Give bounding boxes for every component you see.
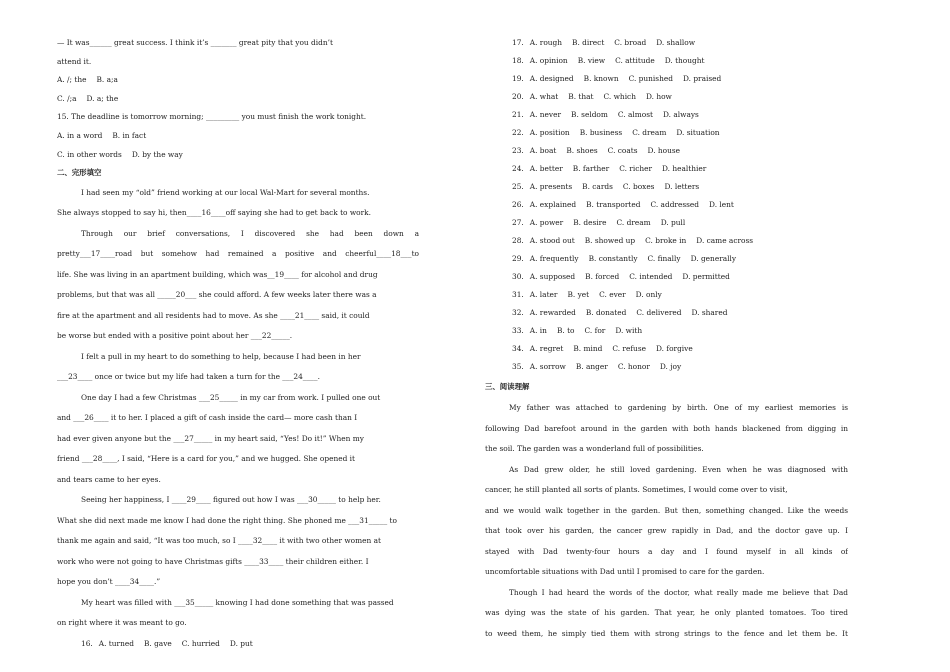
q15-option-d: D. by the way — [131, 149, 183, 159]
option-c: C. richer — [619, 164, 653, 173]
option-d: D. permitted — [682, 272, 730, 281]
option-row — [512, 160, 848, 178]
option-c: C. almost — [617, 110, 653, 119]
passage-line: She always stopped to say hi, then____16____off saying she had to get back to work. — [57, 208, 371, 218]
option-a: A. later — [529, 290, 558, 299]
passage-line: I had seen my “old” friend working at our local Wal-Mart for several months. — [81, 187, 370, 197]
option-b: B. yet — [567, 290, 590, 299]
option-c: C. punished — [628, 74, 673, 83]
option-c: C. for — [584, 326, 606, 335]
option-number: 34. — [512, 344, 524, 353]
option-row — [512, 304, 848, 322]
option-number: 28. — [512, 236, 524, 245]
option-a: A. in — [529, 326, 547, 335]
q15-option-a: A. in a word — [57, 130, 103, 140]
option-number: 32. — [512, 308, 524, 317]
q15-option-b: B. in fact — [112, 130, 147, 140]
reading-line: that took over his garden, the cancer grew rapidly in Dad, and the doctor gave up. I — [485, 526, 848, 535]
option-b: B. transported — [586, 200, 641, 209]
option-a: A. boat — [529, 146, 557, 155]
option-b: B. seldom — [571, 110, 608, 119]
option-c: C. coats — [607, 146, 638, 155]
option-row — [512, 70, 848, 88]
option-c: C. addressed — [650, 200, 700, 209]
reading-line: the soil. The garden was a wonderland full of possibilities. — [485, 444, 704, 453]
q16-options — [57, 634, 419, 655]
option-row — [512, 214, 848, 232]
option-d: D. praised — [682, 74, 722, 83]
q14-options-ab — [57, 71, 419, 90]
passage-line: Seeing her happiness, I ____29____ figured out how I was ___30_____ to help her. — [81, 495, 381, 505]
option-number: 31. — [512, 290, 524, 299]
reading-line: As Dad grew older, he still loved gardening. Even when he was diagnosed with — [509, 464, 848, 474]
option-a: A. regret — [529, 344, 564, 353]
option-a: A. rough — [529, 38, 563, 47]
option-b: B. desire — [573, 218, 607, 227]
option-row — [512, 232, 848, 250]
q15-options-cd — [57, 146, 419, 165]
reading-line: stayed with Dad twenty-four hours a day and I found myself in all kinds of — [485, 546, 848, 556]
option-a: A. better — [529, 164, 563, 173]
option-d: D. house — [647, 146, 681, 155]
q15-option-c: C. in other words — [57, 149, 122, 159]
q14-option-d: D. a; the — [86, 93, 119, 103]
option-number: 33. — [512, 326, 524, 335]
option-d: D. letters — [664, 182, 700, 191]
passage-line: Through our brief conversations, I discovered she had been down a — [81, 228, 419, 238]
option-row — [512, 88, 848, 106]
passage-line: hope you don’t ____34____.” — [57, 577, 161, 587]
passage-line: life. She was living in an apartment building, which was__19____ for alcohol and drug — [57, 269, 378, 279]
reading-line: to weed them, he simply tied them with strong strings to the fence and let them be. It — [485, 628, 848, 638]
option-a: A. power — [529, 218, 564, 227]
option-c: C. broke in — [645, 236, 687, 245]
option-number: 17. — [512, 38, 524, 47]
passage-line: I felt a pull in my heart to do something to help, because I had been in her — [81, 351, 361, 361]
option-b: B. donated — [585, 308, 627, 317]
option-row — [512, 106, 848, 124]
passage-line: What she did next made me know I had done the right thing. She phoned me ___31_____ to — [57, 515, 397, 525]
option-row — [512, 250, 848, 268]
option-d: D. healthier — [662, 164, 707, 173]
option-row — [512, 178, 848, 196]
option-b: B. shoes — [566, 146, 598, 155]
q14-option-a: A. /; the — [57, 75, 87, 85]
reading-line: My father was attached to gardening by birth. One of my earliest memories is — [509, 403, 848, 412]
q15-stem: 15. The deadline is tomorrow morning; _________ you must finish the work tonight. — [57, 112, 367, 122]
option-d: D. how — [645, 92, 672, 101]
option-c: C. dream — [632, 128, 667, 137]
option-c: C. refuse — [612, 344, 646, 353]
option-a: A. presents — [529, 182, 573, 191]
option-row — [512, 196, 848, 214]
q15-options-ab — [57, 127, 419, 146]
passage-line: pretty___17____road but somehow had remained a positive and cheerful____18___to — [57, 249, 419, 259]
option-d: D. always — [662, 110, 699, 119]
option-a: A. opinion — [529, 56, 568, 65]
section2-title: 二、完形填空 — [57, 168, 102, 178]
passage-line: and tears came to her eyes. — [57, 474, 161, 484]
passage-line: My heart was filled with ___35_____ knowing I had done something that was passed — [81, 597, 394, 607]
option-b: B. known — [583, 74, 619, 83]
option-row — [512, 52, 848, 70]
q16-option-d: D. put — [229, 638, 253, 648]
section3-title: 三、阅读理解 — [485, 382, 530, 391]
reading-passage — [485, 398, 848, 644]
option-c: C. intended — [629, 272, 673, 281]
option-a: A. rewarded — [529, 308, 576, 317]
option-a: A. never — [529, 110, 562, 119]
option-d: D. pull — [660, 218, 686, 227]
option-number: 25. — [512, 182, 524, 191]
option-row — [512, 268, 848, 286]
option-c: C. boxes — [622, 182, 655, 191]
q16-number: 16. — [81, 638, 93, 648]
option-number: 18. — [512, 56, 524, 65]
option-a: A. designed — [529, 74, 574, 83]
option-c: C. finally — [647, 254, 681, 263]
option-d: D. came across — [696, 236, 754, 245]
passage-line: work who were not going to have Christmas gifts ____33____ their children either. I — [57, 556, 369, 566]
option-b: B. direct — [572, 38, 605, 47]
q14-option-b: B. a;a — [96, 75, 118, 85]
option-b: B. business — [579, 128, 623, 137]
option-number: 35. — [512, 362, 524, 371]
option-row — [512, 322, 848, 340]
option-b: B. cards — [582, 182, 613, 191]
option-d: D. joy — [659, 362, 682, 371]
option-row — [512, 358, 848, 376]
right-column — [485, 34, 848, 644]
option-a: A. stood out — [529, 236, 575, 245]
option-row — [512, 124, 848, 142]
option-a: A. position — [529, 128, 570, 137]
option-b: B. anger — [575, 362, 608, 371]
option-a: A. sorrow — [529, 362, 566, 371]
option-number: 19. — [512, 74, 524, 83]
reading-line: was dying was the state of his garden. That year, he only planted tomatoes. Too tired — [485, 608, 848, 617]
option-number: 22. — [512, 128, 524, 137]
option-number: 21. — [512, 110, 524, 119]
option-d: D. forgive — [656, 344, 693, 353]
option-number: 24. — [512, 164, 524, 173]
option-b: B. to — [556, 326, 575, 335]
reading-line: cancer, he still planted all sorts of plants. Sometimes, I would come over to visit, — [485, 485, 788, 494]
option-d: D. generally — [690, 254, 737, 263]
passage-line: fire at the apartment and all residents had to move. As she ____21____ said, it could — [57, 310, 370, 320]
option-d: D. shared — [691, 308, 728, 317]
passage-line: One day I had a few Christmas ___25_____ in my car from work. I pulled one out — [81, 392, 381, 402]
option-d: D. shallow — [656, 38, 696, 47]
reading-line: uncomfortable situations with Dad until I promised to care for the garden. — [485, 567, 765, 576]
reading-line: Though I had heard the words of the doctor, what really made me believe that Dad — [509, 587, 848, 597]
option-c: C. broad — [614, 38, 647, 47]
option-d: D. lent — [709, 200, 734, 209]
passage-line: be worse but ended with a positive point about her ___22_____. — [57, 331, 293, 341]
left-column — [57, 34, 419, 654]
option-row — [512, 286, 848, 304]
option-number: 20. — [512, 92, 524, 101]
q14-line1: — It was______ great success. I think it’s _______ great pity that you didn’t — [57, 38, 333, 47]
option-d: D. with — [615, 326, 643, 335]
option-a: A. what — [529, 92, 559, 101]
passage-line: ___23____ once or twice but my life had taken a turn for the ___24____. — [57, 372, 320, 382]
option-row — [512, 142, 848, 160]
passage-line: thank me again and said, “It was too much, so I ____32____ it with two other women at — [57, 536, 381, 546]
reading-line: following Dad barefoot around in the garden with both hands blackened from digging in — [485, 423, 848, 433]
option-a: A. supposed — [529, 272, 576, 281]
q14-option-c: C. /;a — [57, 93, 77, 103]
option-d: D. thought — [664, 56, 705, 65]
cloze-passage — [57, 183, 419, 655]
option-b: B. that — [568, 92, 594, 101]
passage-line: friend ___28____, I said, “Here is a card for you,” and we hugged. She opened it — [57, 454, 356, 464]
option-c: C. ever — [599, 290, 626, 299]
option-number: 27. — [512, 218, 524, 227]
reading-line: and we would walk together in the garden. But then, something changed. Like the weeds — [485, 505, 848, 515]
q14-line2: attend it. — [57, 56, 92, 66]
passage-line: problems, but that was all _____20___ she could afford. A few weeks later there was a — [57, 290, 377, 300]
option-b: B. mind — [573, 344, 603, 353]
passage-line: and ___26____ it to her. I placed a gift of cash inside the card— more cash than I — [57, 413, 358, 423]
option-a: A. frequently — [529, 254, 579, 263]
option-number: 26. — [512, 200, 524, 209]
option-c: C. honor — [617, 362, 650, 371]
option-b: B. farther — [572, 164, 610, 173]
option-number: 29. — [512, 254, 524, 263]
option-number: 30. — [512, 272, 524, 281]
option-row — [512, 34, 848, 52]
option-d: D. situation — [676, 128, 720, 137]
cloze-options-list — [485, 34, 848, 376]
option-b: B. forced — [585, 272, 620, 281]
option-c: C. dream — [616, 218, 651, 227]
passage-line: had ever given anyone but the ___27_____ in my heart said, “Yes! Do it!” When my — [57, 433, 364, 443]
option-number: 23. — [512, 146, 524, 155]
option-b: B. constantly — [588, 254, 638, 263]
passage-line: on right where it was meant to go. — [57, 618, 187, 628]
q14-options-cd — [57, 90, 419, 109]
q16-option-b: B. gave — [143, 638, 172, 648]
q16-option-c: C. hurried — [181, 638, 220, 648]
option-row — [512, 340, 848, 358]
option-c: C. which — [603, 92, 636, 101]
option-b: B. view — [577, 56, 606, 65]
option-b: B. showed up — [584, 236, 636, 245]
option-d: D. only — [635, 290, 662, 299]
q16-option-a: A. turned — [98, 638, 134, 648]
option-a: A. explained — [529, 200, 577, 209]
option-c: C. attitude — [615, 56, 655, 65]
option-c: C. delivered — [636, 308, 682, 317]
